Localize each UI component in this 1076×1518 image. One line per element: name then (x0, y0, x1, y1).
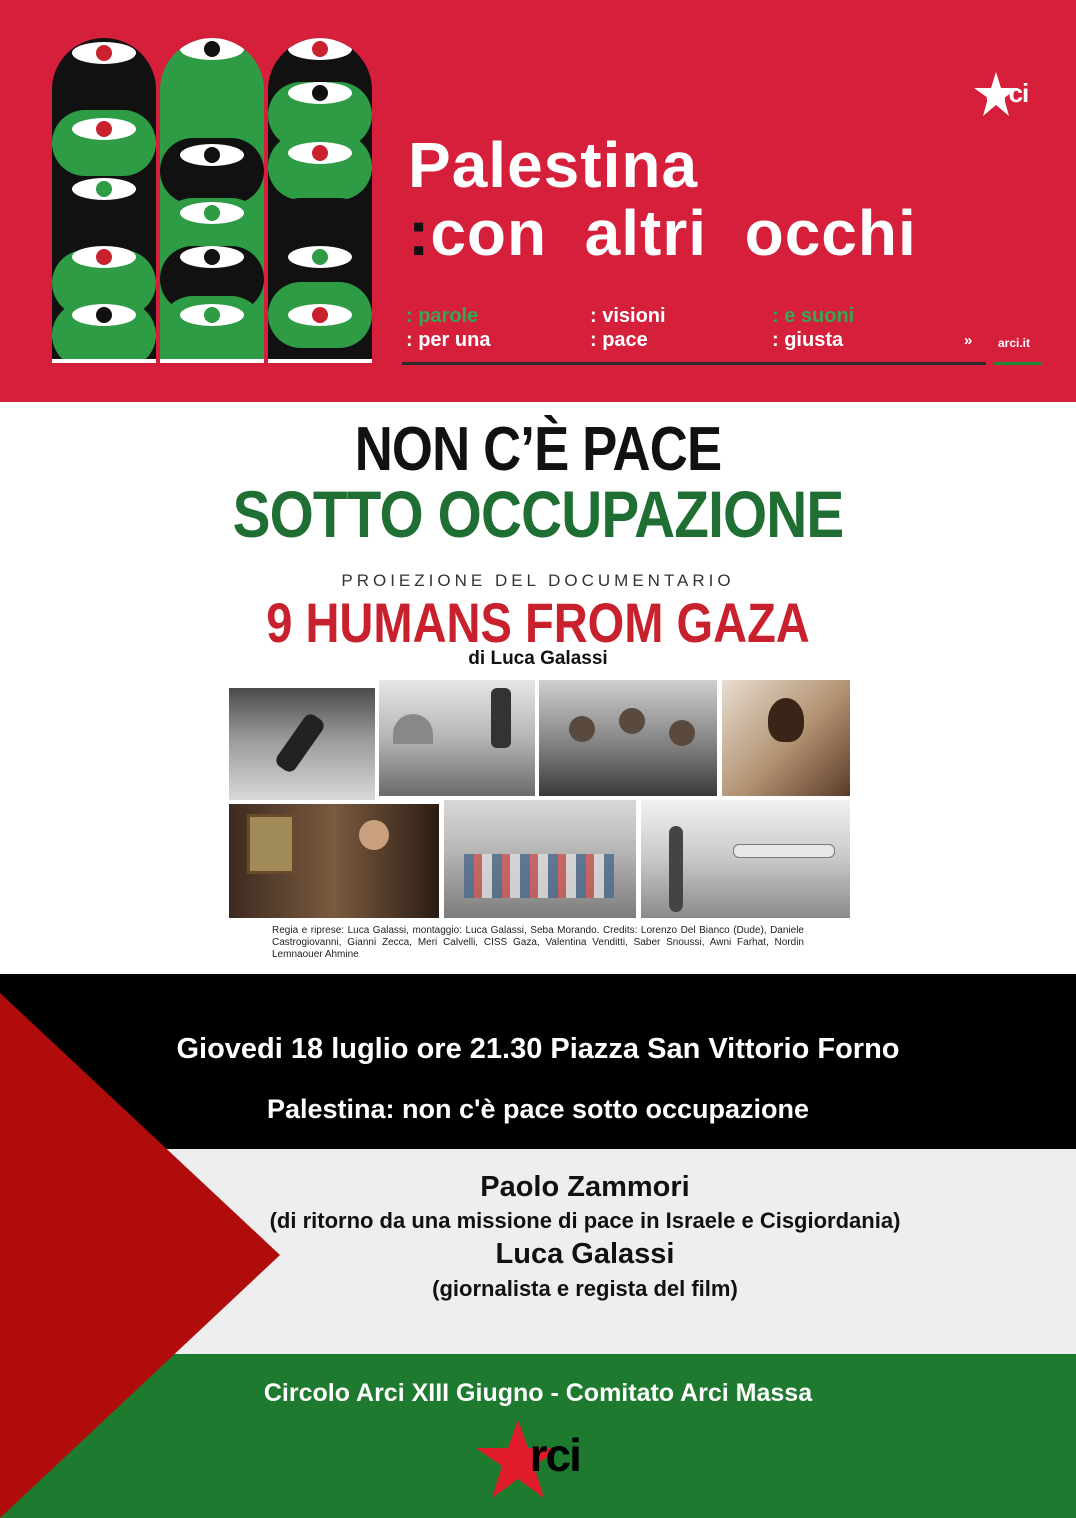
speaker-name: Paolo Zammori (480, 1171, 690, 1203)
arci-logo-text: arci (986, 78, 1029, 108)
film-credits: Regia e riprese: Luca Galassi, montaggio: Luca Galassi, Seba Morando. Credits: Lorenzo Del Bianco (Dude), Daniele Castrogiovanni, Gianni Zecca, Meri Calvelli, CISS Gaza, Valentina Venditti, Saber Snoussi, Awni Farhat, Nordin Lemnaouer Ahmine (272, 925, 804, 960)
event-date-place: Giovedi 18 luglio ore 21.30 Piazza San Vittorio Forno (176, 1033, 900, 1065)
divider (402, 362, 986, 365)
chevron-right-icon: » (964, 332, 973, 349)
eye-icon (72, 304, 136, 326)
tag-line: : giusta (772, 329, 844, 351)
eye-pattern-column-1 (52, 38, 156, 363)
tag-group-1 (406, 304, 490, 352)
eye-icon (72, 178, 136, 200)
tag-line: : parole (406, 305, 479, 327)
photo-parkour (229, 688, 375, 800)
title-word: con (430, 197, 548, 269)
tag-group-3 (772, 304, 854, 352)
flag-triangle (0, 993, 282, 1518)
eye-icon (288, 142, 352, 164)
eye-icon (72, 246, 136, 268)
speaker-description: (giornalista e regista del film) (432, 1276, 738, 1301)
eye-icon (180, 144, 244, 166)
eye-icon (288, 304, 352, 326)
photo-three-men (539, 680, 717, 796)
film-title: 9 HUMANS FROM GAZA (266, 591, 810, 654)
eye-icon (288, 38, 352, 60)
eye-pattern-column-2 (160, 38, 264, 363)
arci-footer-logo (470, 1418, 605, 1508)
tag-line: : visioni (590, 305, 666, 327)
photo-beach-exercise (444, 800, 636, 918)
banner-title-line2 (408, 196, 917, 270)
headline-line2: SOTTO OCCUPAZIONE (232, 477, 844, 551)
eye-pattern-column-3 (268, 38, 372, 363)
tag-group-2 (590, 304, 666, 352)
eye-icon (180, 304, 244, 326)
title-word: occhi (744, 197, 917, 269)
speaker-description: (di ritorno da una missione di pace in Israele e Cisgiordania) (269, 1208, 901, 1233)
arci-footer-logo-text: arci (506, 1429, 580, 1481)
link-underline (994, 362, 1042, 365)
website-link[interactable]: arci.it (998, 336, 1031, 350)
speaker-name: Luca Galassi (495, 1238, 675, 1270)
event-title: Palestina: non c'è pace sotto occupazione (266, 1094, 810, 1124)
eye-icon (72, 42, 136, 64)
colon-mark: : (408, 197, 431, 269)
eye-icon (288, 82, 352, 104)
eye-icon (180, 38, 244, 60)
eye-icon (72, 118, 136, 140)
eye-icon (180, 246, 244, 268)
film-director: di Luca Galassi (468, 648, 608, 669)
tag-line: : e suoni (772, 305, 855, 327)
photo-violinist (722, 680, 850, 796)
eye-icon (288, 246, 352, 268)
banner-title-line1: Palestina (408, 129, 699, 201)
film-kicker: PROIEZIONE DEL DOCUMENTARIO (341, 571, 735, 590)
headline-line1: NON C’È PACE (354, 415, 722, 484)
photo-artist (229, 804, 439, 918)
tag-line: : per una (406, 329, 491, 351)
header-banner (0, 0, 1076, 402)
arci-logo (966, 70, 1040, 124)
photo-mosque-jump (379, 680, 535, 796)
eye-icon (180, 202, 244, 224)
title-word: altri (584, 197, 708, 269)
tag-line: : pace (590, 329, 648, 351)
organizers: Circolo Arci XIII Giugno - Comitato Arci Massa (263, 1379, 813, 1407)
photo-surfers (641, 800, 850, 918)
